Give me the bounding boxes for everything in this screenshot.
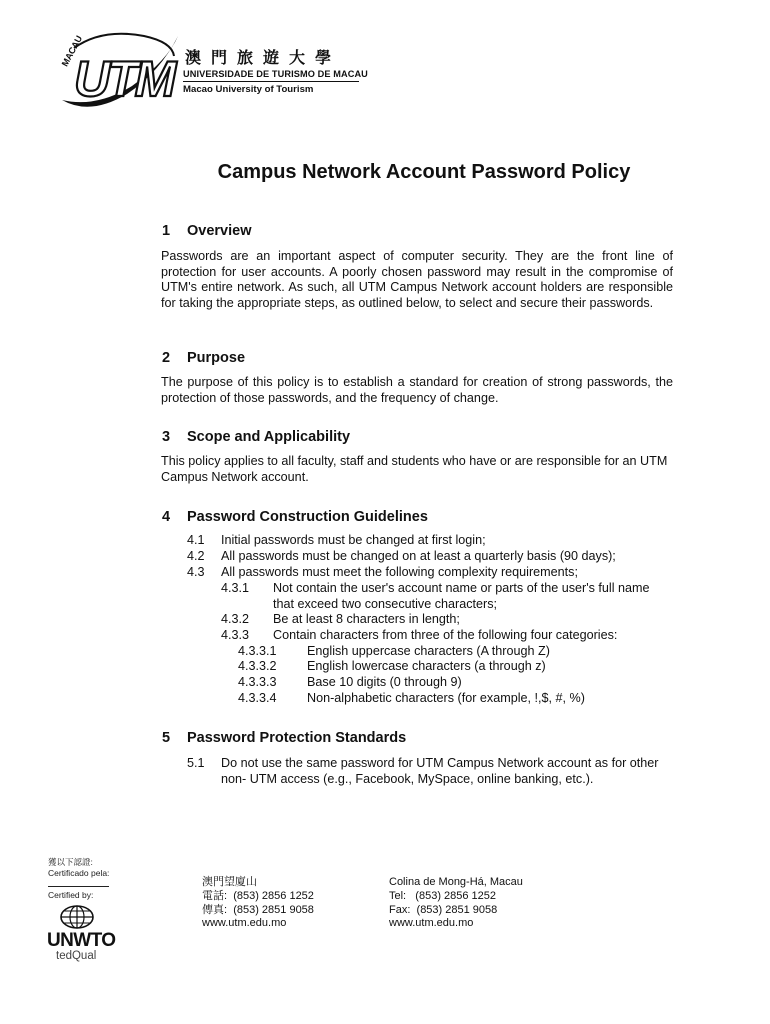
globe-icon (59, 904, 95, 930)
address-line: Colina de Mong-Há, Macau (389, 876, 523, 888)
purpose-paragraph: The purpose of this policy is to establish a standard for creation of strong passwords, the protection of those passwords, and the frequency of change. (161, 375, 673, 405)
section-title: Password Construction Guidelines (187, 509, 428, 525)
logo-arc-text: MACAU (59, 33, 85, 69)
document-title: Campus Network Account Password Policy (217, 161, 631, 183)
overview-paragraph: Passwords are an important aspect of computer security. They are the front line of protection for user accounts. A poorly chosen password may result in the compromise of UTM's entire network. As such, all UTM Campus Network account holders are responsible for taking the appropriate steps, as outlined below, to select and secure their passwords. (161, 249, 673, 311)
section-number: 2 (162, 350, 171, 366)
logo-mark-text: UTM (74, 51, 174, 107)
section-title: Purpose (187, 350, 246, 366)
list-item: 4.3.3 Contain characters from three of the following four categories: (221, 628, 618, 642)
cert-label-portuguese: Certificado pela: (48, 868, 110, 878)
section-1-heading (162, 223, 252, 239)
cert-divider (48, 886, 109, 887)
footer-address-chinese (202, 876, 314, 931)
list-item: 4.3.1 Not contain the user's account name or parts of the user's full name that exceed two consecutive characters; (221, 581, 650, 611)
university-english-name: Macao University of Tourism (183, 84, 314, 95)
utm-logo (52, 20, 180, 118)
section-title: Scope and Applicability (187, 429, 351, 445)
list-item: 4.3.3.2 English lowercase characters (a through z) (238, 659, 546, 673)
address-line: 澳門望廈山 (202, 876, 257, 888)
cert-label-chinese: 獲以下認證: (48, 857, 93, 867)
section-5-heading (162, 730, 406, 746)
website-line: www.utm.edu.mo (202, 917, 287, 930)
list-item: 4.2 All passwords must be changed on at least a quarterly basis (90 days); (187, 549, 616, 563)
list-item: 4.3.3.1 English uppercase characters (A through Z) (238, 644, 550, 658)
list-item: 5.1 Do not use the same password for UTM Campus Network account as for other non- UTM access (e.g., Facebook, MySpace, online banking, etc.). (187, 756, 659, 786)
list-item: 4.3 All passwords must meet the following complexity requirements; (187, 565, 578, 579)
section-number: 4 (162, 509, 171, 525)
header-divider (183, 81, 359, 82)
list-item: 4.3.2 Be at least 8 characters in length; (221, 612, 460, 626)
tedqual-logo-text: tedQual (56, 950, 97, 962)
section-2-heading (162, 350, 245, 366)
unwto-logo-text: UNWTO (47, 930, 116, 951)
university-chinese-name: 澳門旅遊大學 (185, 50, 342, 67)
cert-label-english: Certified by: (48, 890, 94, 900)
scope-paragraph: This policy applies to all faculty, staff and students who have or are responsible for an UTM Campus Network account. (161, 454, 668, 484)
university-portuguese-name: UNIVERSIDADE DE TURISMO DE MACAU (183, 69, 368, 79)
section-number: 3 (162, 429, 171, 445)
list-item: 4.3.3.4 Non-alphabetic characters (for example, !,$, #, %) (238, 691, 585, 705)
section-title: Overview (187, 223, 252, 239)
website-line: www.utm.edu.mo (389, 917, 474, 930)
phone-line: Tel: (853) 2856 1252 (389, 889, 497, 902)
fax-line: 傳真: (853) 2851 9058 (202, 903, 314, 916)
list-item: 4.3.3.3 Base 10 digits (0 through 9) (238, 675, 462, 689)
fax-line: Fax: (853) 2851 9058 (389, 903, 498, 916)
footer-address-english (389, 876, 523, 931)
section-title: Password Protection Standards (187, 730, 407, 746)
section-number: 1 (162, 223, 171, 239)
section-number: 5 (162, 730, 171, 746)
section-3-heading (162, 429, 350, 445)
list-item: 4.1 Initial passwords must be changed at first login; (187, 533, 486, 547)
section-4-heading (162, 509, 428, 525)
phone-line: 電話: (853) 2856 1252 (202, 889, 314, 902)
